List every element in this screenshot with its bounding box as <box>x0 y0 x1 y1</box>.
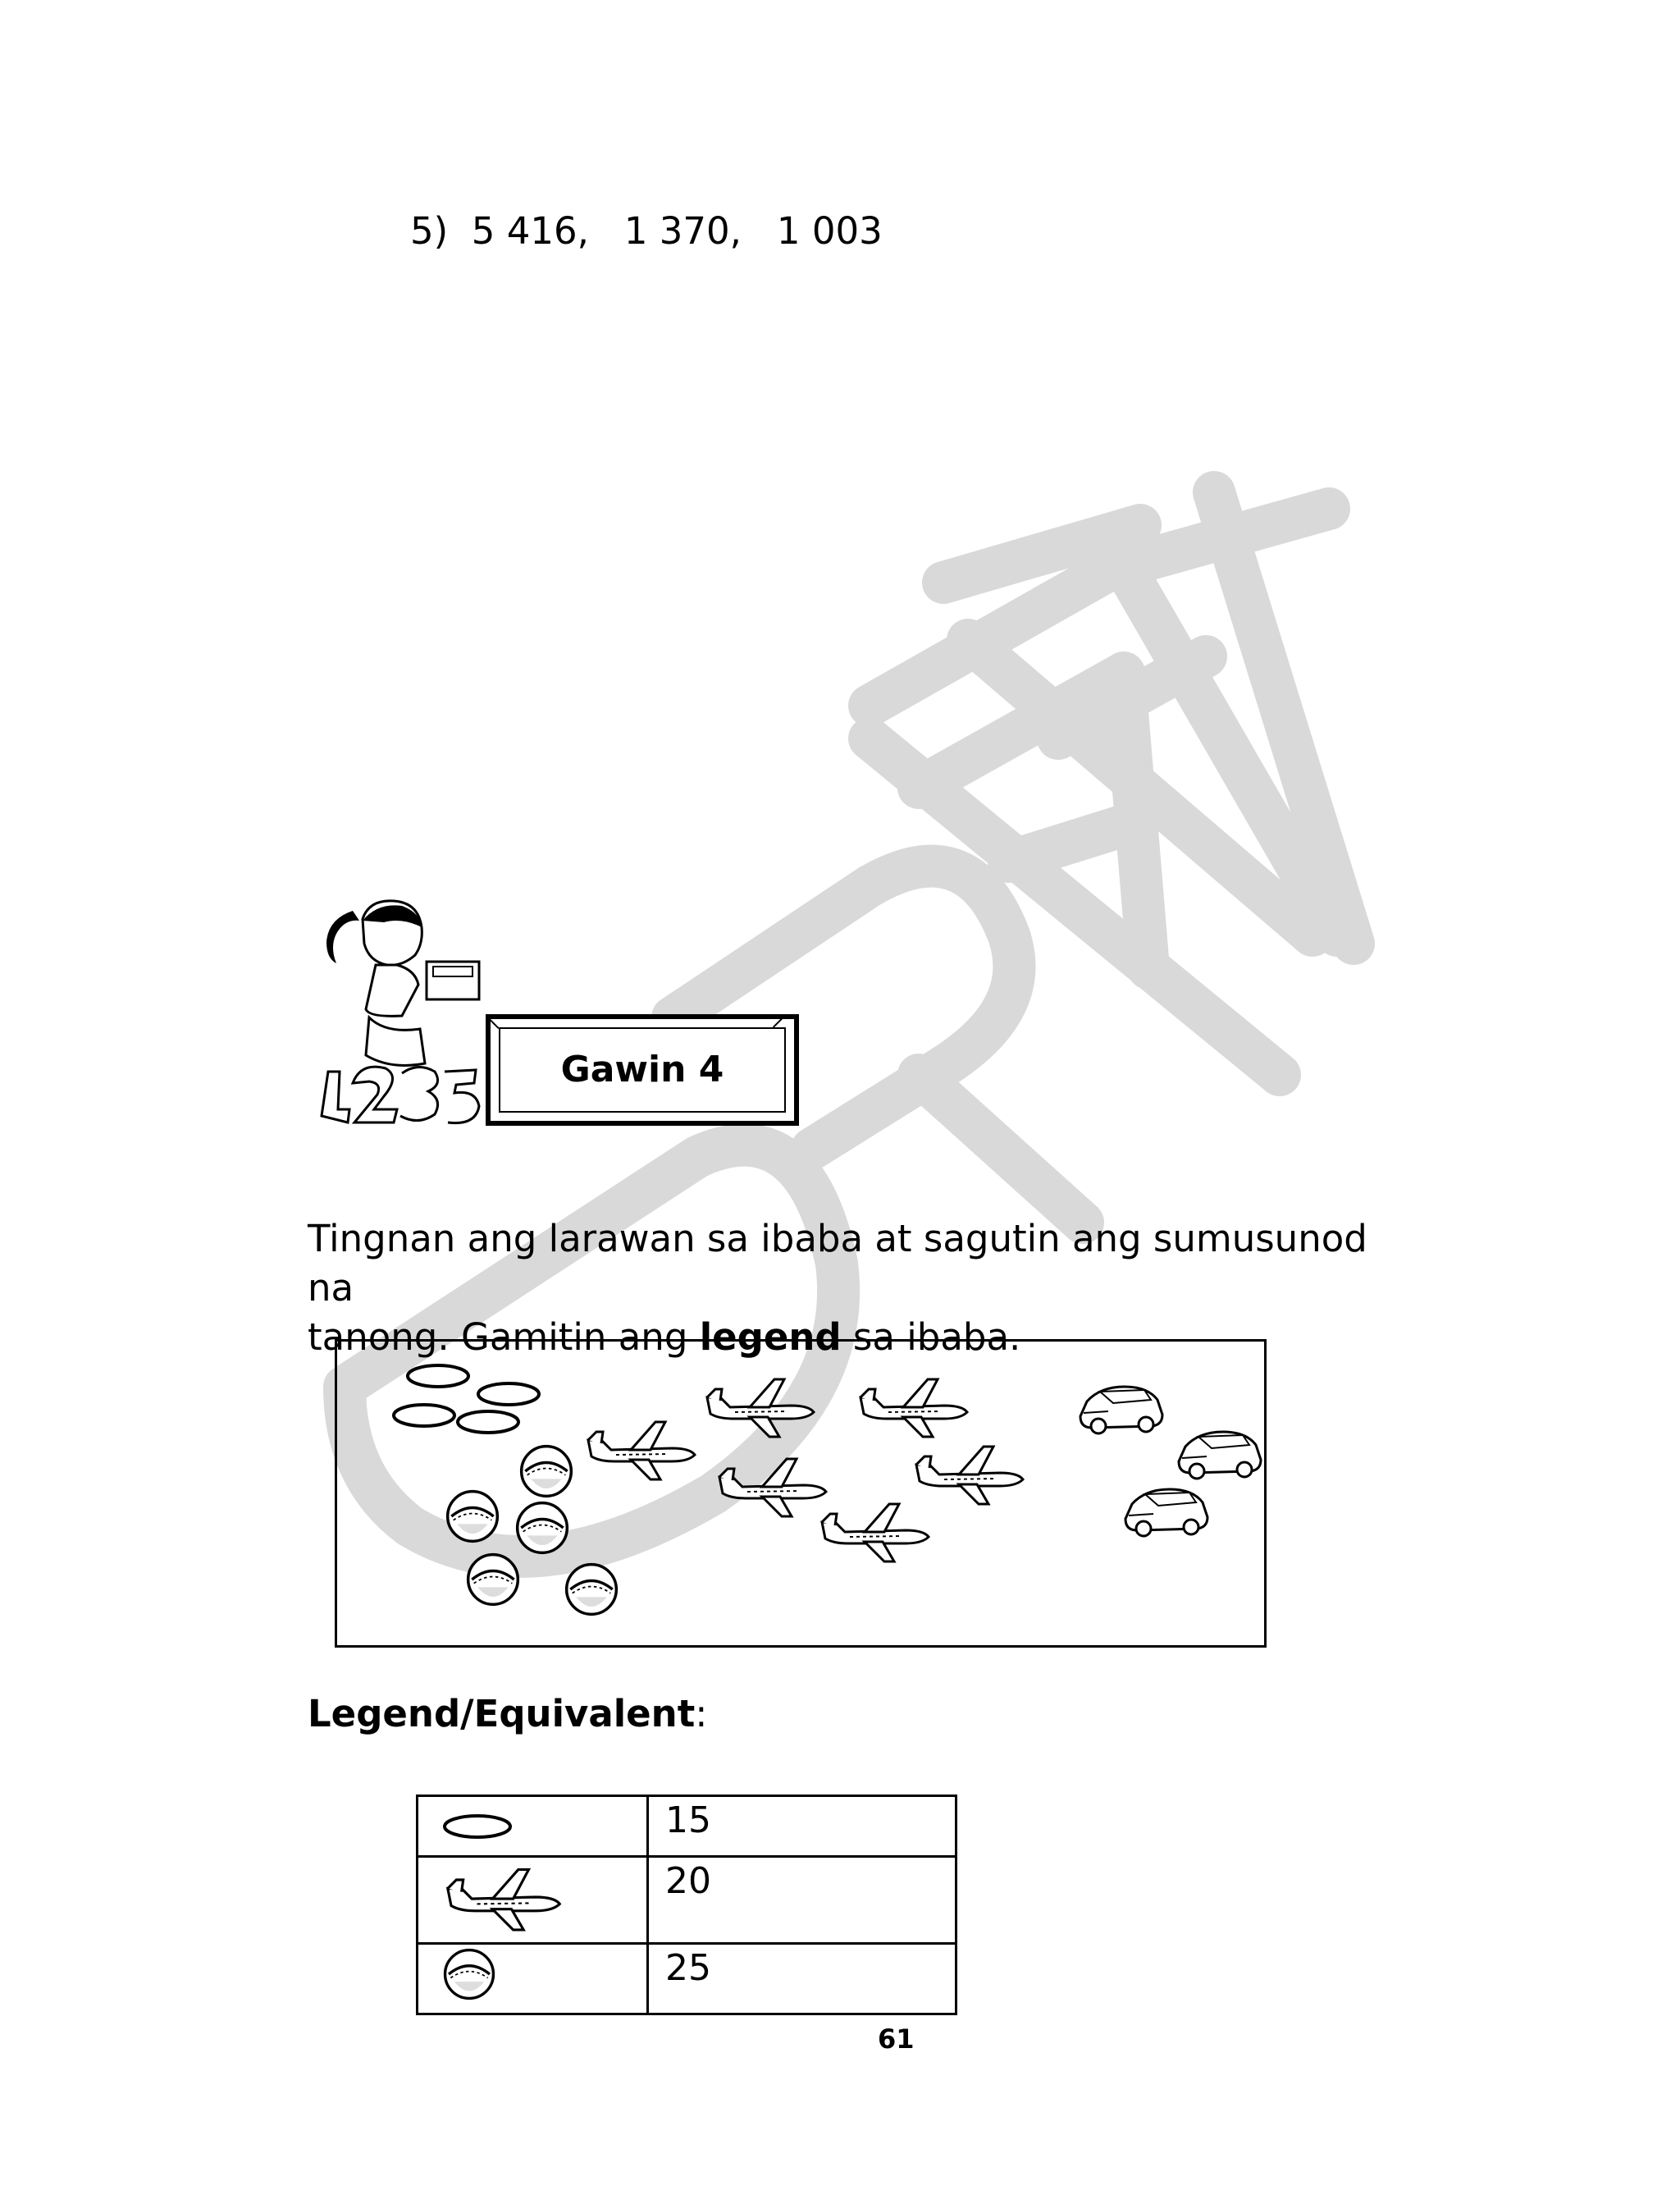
activity-title: Gawin 4 <box>560 1049 724 1090</box>
instructions-line-1: Tingnan ang larawan sa ibaba at sagutin ang sumusunod na <box>308 1217 1367 1310</box>
airplane-icon <box>861 1379 967 1437</box>
legend-heading-text: Legend/Equivalent <box>308 1692 696 1735</box>
picture-items <box>337 1342 1264 1645</box>
legend-value: 20 <box>648 1857 956 1944</box>
airplane-icon <box>916 1447 1023 1504</box>
car-icon <box>1125 1489 1208 1536</box>
legend-value: 15 <box>648 1796 956 1857</box>
legend-row <box>418 1944 956 2014</box>
oval-icon <box>458 1411 518 1433</box>
airplane-icon <box>822 1504 929 1561</box>
legend-value: 25 <box>648 1944 956 2014</box>
ball-icon <box>448 1492 498 1542</box>
airplane-icon <box>588 1422 695 1479</box>
oval-icon <box>418 1797 645 1846</box>
oval-icon <box>394 1405 454 1426</box>
ball-icon <box>522 1447 572 1497</box>
balls-group <box>448 1447 617 1615</box>
legend-icon-cell <box>418 1857 648 1944</box>
instructions-emphasis: legend <box>699 1315 842 1359</box>
ball-icon <box>418 1945 645 2004</box>
ball-icon <box>518 1503 568 1553</box>
picture-frame <box>335 1339 1267 1648</box>
instructions-text-part: sa ibaba. <box>841 1315 1021 1359</box>
airplane-icon <box>707 1379 814 1437</box>
car-icon <box>1179 1432 1261 1479</box>
instructions-text-part: tanong. Gamitin ang <box>308 1315 700 1359</box>
legend-heading <box>308 1692 707 1735</box>
airplane-icon <box>719 1459 826 1516</box>
car-icon <box>1080 1387 1162 1433</box>
legend-icon-cell <box>418 1944 648 2014</box>
ball-icon <box>468 1555 518 1605</box>
bevel-corner <box>773 1018 783 1028</box>
page-number: 61 <box>878 2023 915 2055</box>
girl-with-calculator-illustration <box>312 894 509 1132</box>
activity-title-box <box>486 1014 799 1126</box>
legend-row <box>418 1857 956 1944</box>
cars-group <box>1080 1387 1261 1536</box>
ball-icon <box>567 1565 617 1615</box>
oval-icon <box>478 1383 539 1405</box>
ovals-group <box>394 1365 539 1433</box>
airplanes-group <box>588 1379 1023 1561</box>
oval-icon <box>408 1365 468 1387</box>
legend-table <box>416 1795 957 2015</box>
legend-row <box>418 1796 956 1857</box>
airplane-icon <box>418 1858 645 1933</box>
bevel-corner <box>490 1019 500 1029</box>
problem-item-5: 5) 5 416, 1 370, 1 003 <box>410 209 883 253</box>
legend-icon-cell <box>418 1796 648 1857</box>
legend-heading-suffix: : <box>695 1692 708 1735</box>
